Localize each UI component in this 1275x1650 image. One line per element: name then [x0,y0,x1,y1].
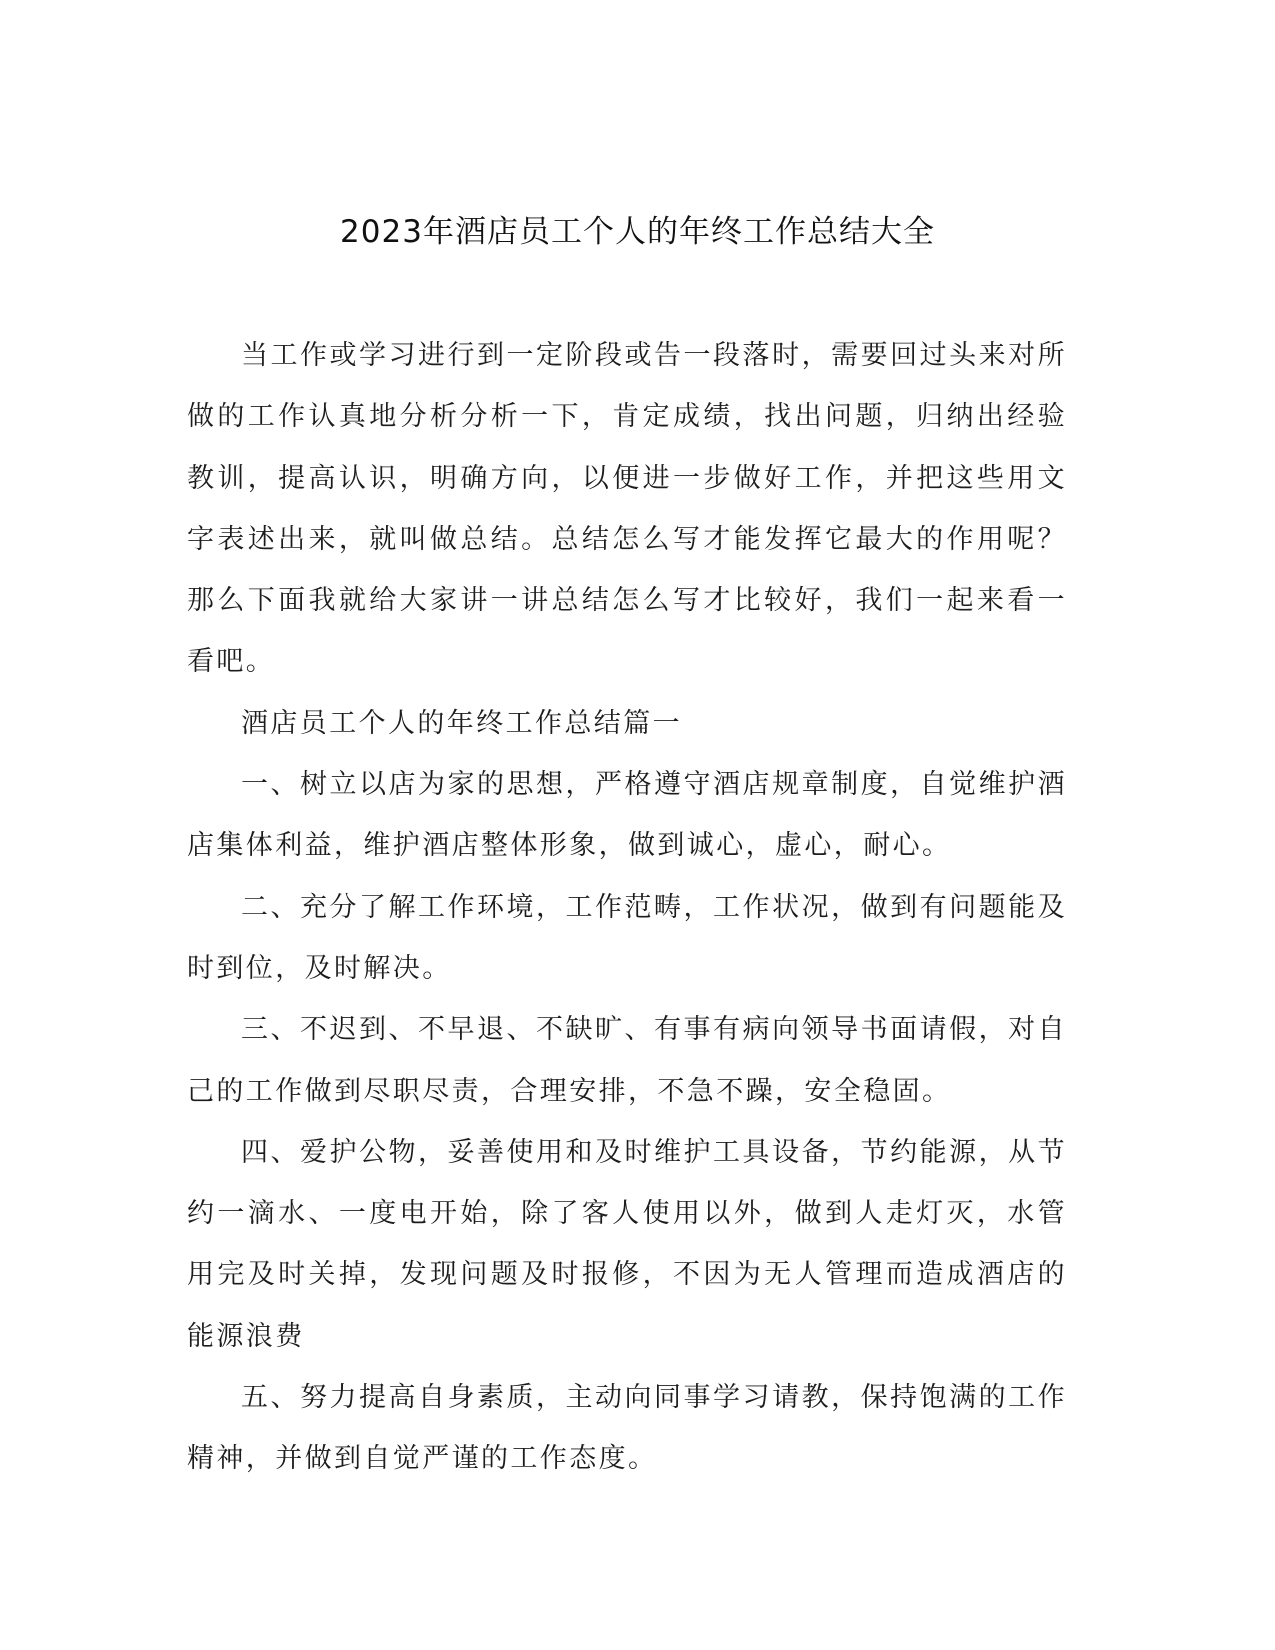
paragraph-item-2: 二、充分了解工作环境，工作范畴，工作状况，做到有问题能及时到位，及时解决。 [187,891,1067,984]
paragraph-item-1: 一、树立以店为家的思想，严格遵守酒店规章制度，自觉维护酒店集体利益，维护酒店整体形象，做到诚心，虚心，耐心。 [187,769,1067,862]
paragraph-intro: 当工作或学习进行到一定阶段或告一段落时，需要回过头来对所做的工作认真地分析分析一下，肯定成绩，找出问题，归纳出经验教训，提高认识，明确方向，以便进一步做好工作，并把这些用文字表述出来，就叫做总结。总结怎么写才能发挥它最大的作用呢？那么下面我就给大家讲一讲总结怎么写才比较好，我们一起来看一看吧。 [187,340,1067,678]
document-title: 2023年酒店员工个人的年终工作总结大全 [340,214,935,250]
section-heading: 酒店员工个人的年终工作总结篇一 [241,707,682,739]
document-body [187,325,1067,1490]
paragraph-item-5: 五、努力提高自身素质，主动向同事学习请教，保持饱满的工作精神，并做到自觉严谨的工作态度。 [187,1382,1067,1475]
paragraph-item-3: 三、不迟到、不早退、不缺旷、有事有病向领导书面请假，对自己的工作做到尽职尽责，合理安排，不急不躁，安全稳固。 [187,1014,1067,1107]
paragraph-item-4: 四、爱护公物，妥善使用和及时维护工具设备，节约能源，从节约一滴水、一度电开始，除了客人使用以外，做到人走灯灭，水管用完及时关掉，发现问题及时报修，不因为无人管理而造成酒店的能源浪费 [187,1136,1067,1352]
